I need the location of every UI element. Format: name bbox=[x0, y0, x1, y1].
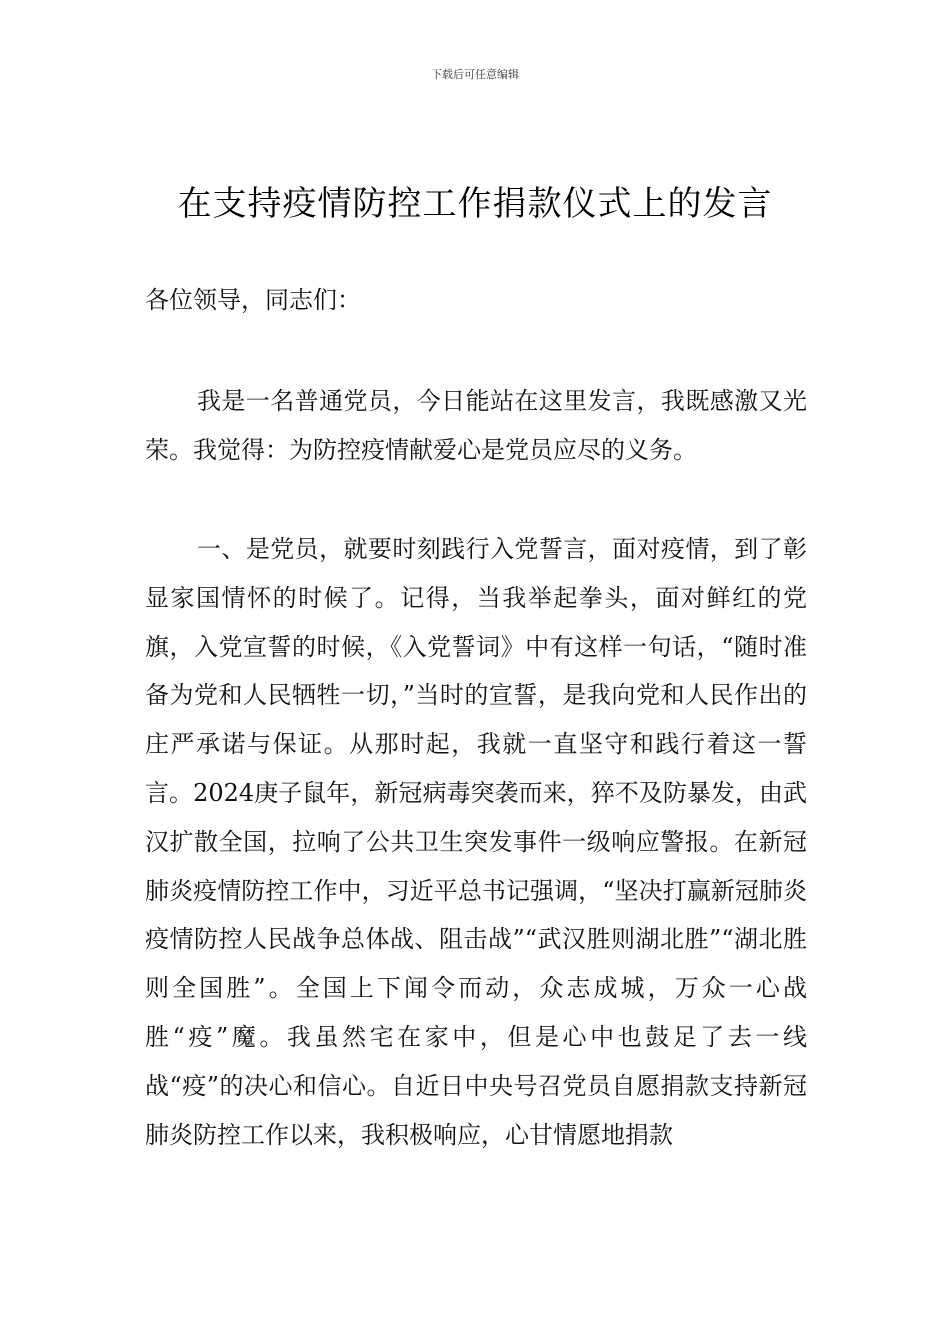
body-paragraph: 一、是党员，就要时刻践行入党誓言，面对疫情，到了彰显家国情怀的时候了。记得，当我举起拳头，面对鲜红的党旗，入党宣誓的时候，《入党誓词》中有这样一句话，“随时准备为党和人民牺牲一切，”当时的宣誓，是我向党和人民作出的庄严承诺与保证。从那时起，我就一直坚守和践行着这一誓言。2024庚子鼠年，新冠病毒突袭而来，猝不及防暴发，由武汉扩散全国，拉响了公共卫生突发事件一级响应警报。在新冠肺炎疫情防控工作中，习近平总书记强调，“坚决打赢新冠肺炎疫情防控人民战争总体战、阻击战”“武汉胜则湖北胜”“湖北胜则全国胜”。全国上下闻令而动，众志成城，万众一心战胜“疫”魔。我虽然宅在家中，但是心中也鼓足了去一线战“疫”的决心和信心。自近日中央号召党员自愿捐款支持新冠肺炎防控工作以来，我积极响应，心甘情愿地捐款 bbox=[145, 535, 807, 1149]
salutation: 各位领导，同志们： bbox=[145, 286, 361, 314]
document-title: 在支持疫情防控工作捐款仪式上的发言 bbox=[177, 184, 773, 224]
body-paragraph: 我是一名普通党员，今日能站在这里发言，我既感激又光荣。我觉得：为防控疫情献爱心是党员应尽的义务。 bbox=[145, 387, 807, 464]
header-note: 下载后可任意编辑 bbox=[431, 68, 519, 81]
